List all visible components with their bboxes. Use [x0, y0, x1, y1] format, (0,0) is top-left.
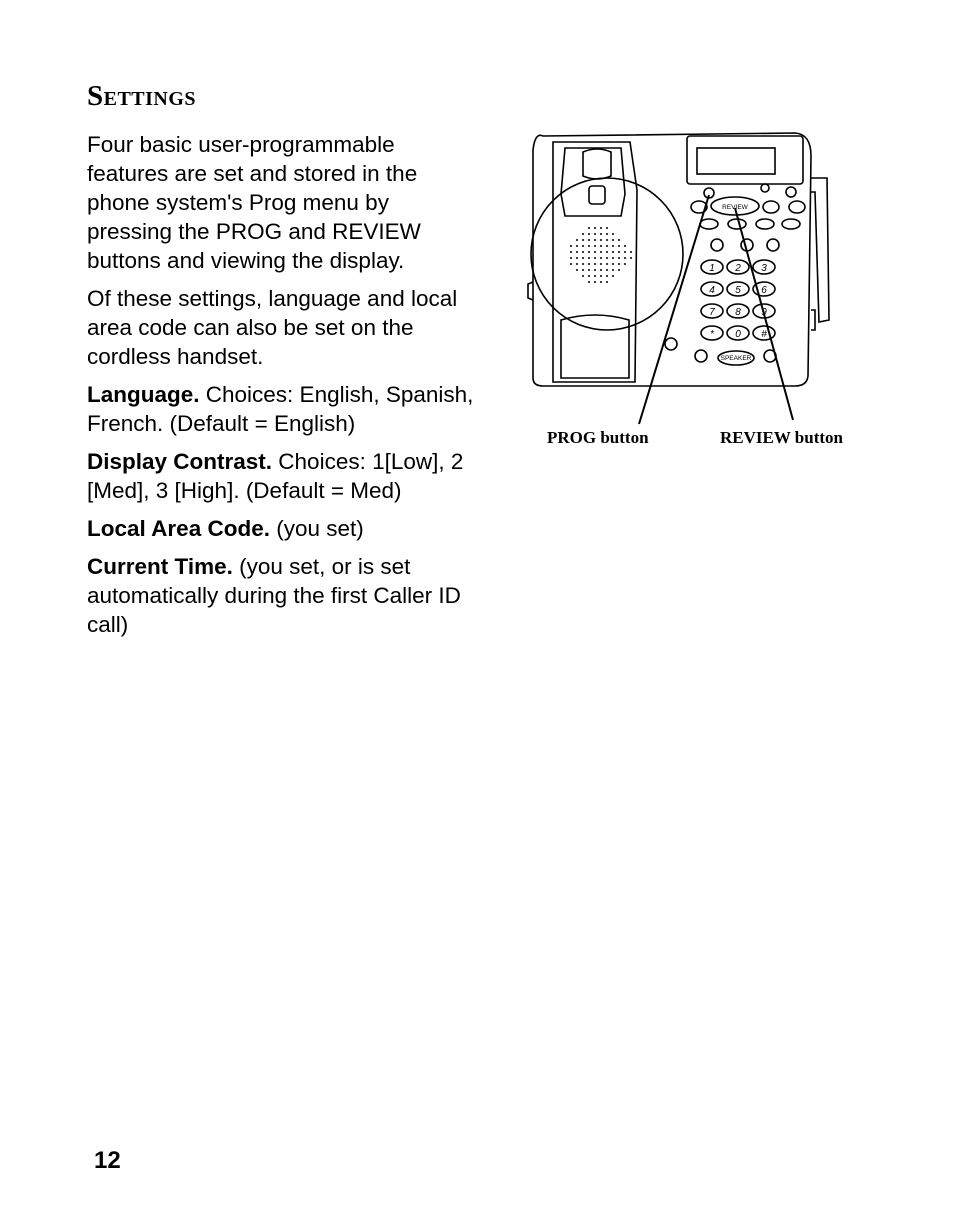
- setting-current-time: [87, 552, 479, 639]
- keypad-key: 4: [709, 285, 715, 296]
- review-callout-line: [735, 208, 793, 420]
- keypad-key: 2: [735, 263, 741, 274]
- antenna-icon: [811, 178, 829, 322]
- setting-term: Current Time.: [87, 554, 233, 579]
- display-screen: [687, 136, 803, 184]
- setting-desc: (you set): [269, 516, 364, 541]
- page-number: 12: [94, 1147, 121, 1174]
- keypad-key: 8: [735, 307, 741, 318]
- setting-desc: (you set, or is set automatically during the first Caller ID call): [87, 554, 461, 637]
- setting-term: Language.: [87, 382, 200, 407]
- setting-term: Local Area Code.: [87, 516, 270, 541]
- setting-local-area-code: [87, 514, 479, 543]
- base-outline: [533, 133, 811, 386]
- intro-paragraph: Four basic user-programmable features are set and stored in the phone system's Prog menu by pressing the PROG and REVIEW buttons and viewing the display.: [87, 132, 421, 273]
- handset-paragraph: Of these settings, language and local area code can also be set on the cordless handset.: [87, 286, 458, 369]
- keypad-key: 9: [761, 307, 767, 318]
- setting-desc: Choices: 1[Low], 2 [Med], 3 [High]. (Default = Med): [87, 449, 464, 503]
- page-title: Settings: [87, 80, 197, 112]
- setting-term: Display Contrast.: [87, 449, 273, 474]
- keypad-key: #: [761, 329, 767, 340]
- setting-language: [87, 380, 479, 438]
- keypad-key: 6: [761, 285, 767, 296]
- keypad-key: 7: [709, 307, 715, 318]
- prog-button-label: PROG button: [547, 428, 649, 447]
- speaker-key-label: SPEAKER: [720, 355, 752, 362]
- keypad-key: *: [710, 329, 714, 340]
- keypad-key: 3: [761, 263, 767, 274]
- phone-base-illustration: [525, 120, 845, 450]
- phone-base-drawing: [525, 120, 845, 450]
- setting-desc: Choices: English, Spanish, French. (Default = English): [87, 382, 474, 436]
- review-key-label: REVIEW: [722, 204, 748, 211]
- prog-callout-line: [639, 195, 709, 424]
- keypad-key: 0: [735, 329, 741, 340]
- setting-display-contrast: [87, 447, 479, 505]
- keypad-key: 5: [735, 285, 741, 296]
- body-text: [87, 130, 479, 648]
- keypad-key: 1: [709, 263, 715, 274]
- review-button-label: REVIEW button: [720, 428, 843, 447]
